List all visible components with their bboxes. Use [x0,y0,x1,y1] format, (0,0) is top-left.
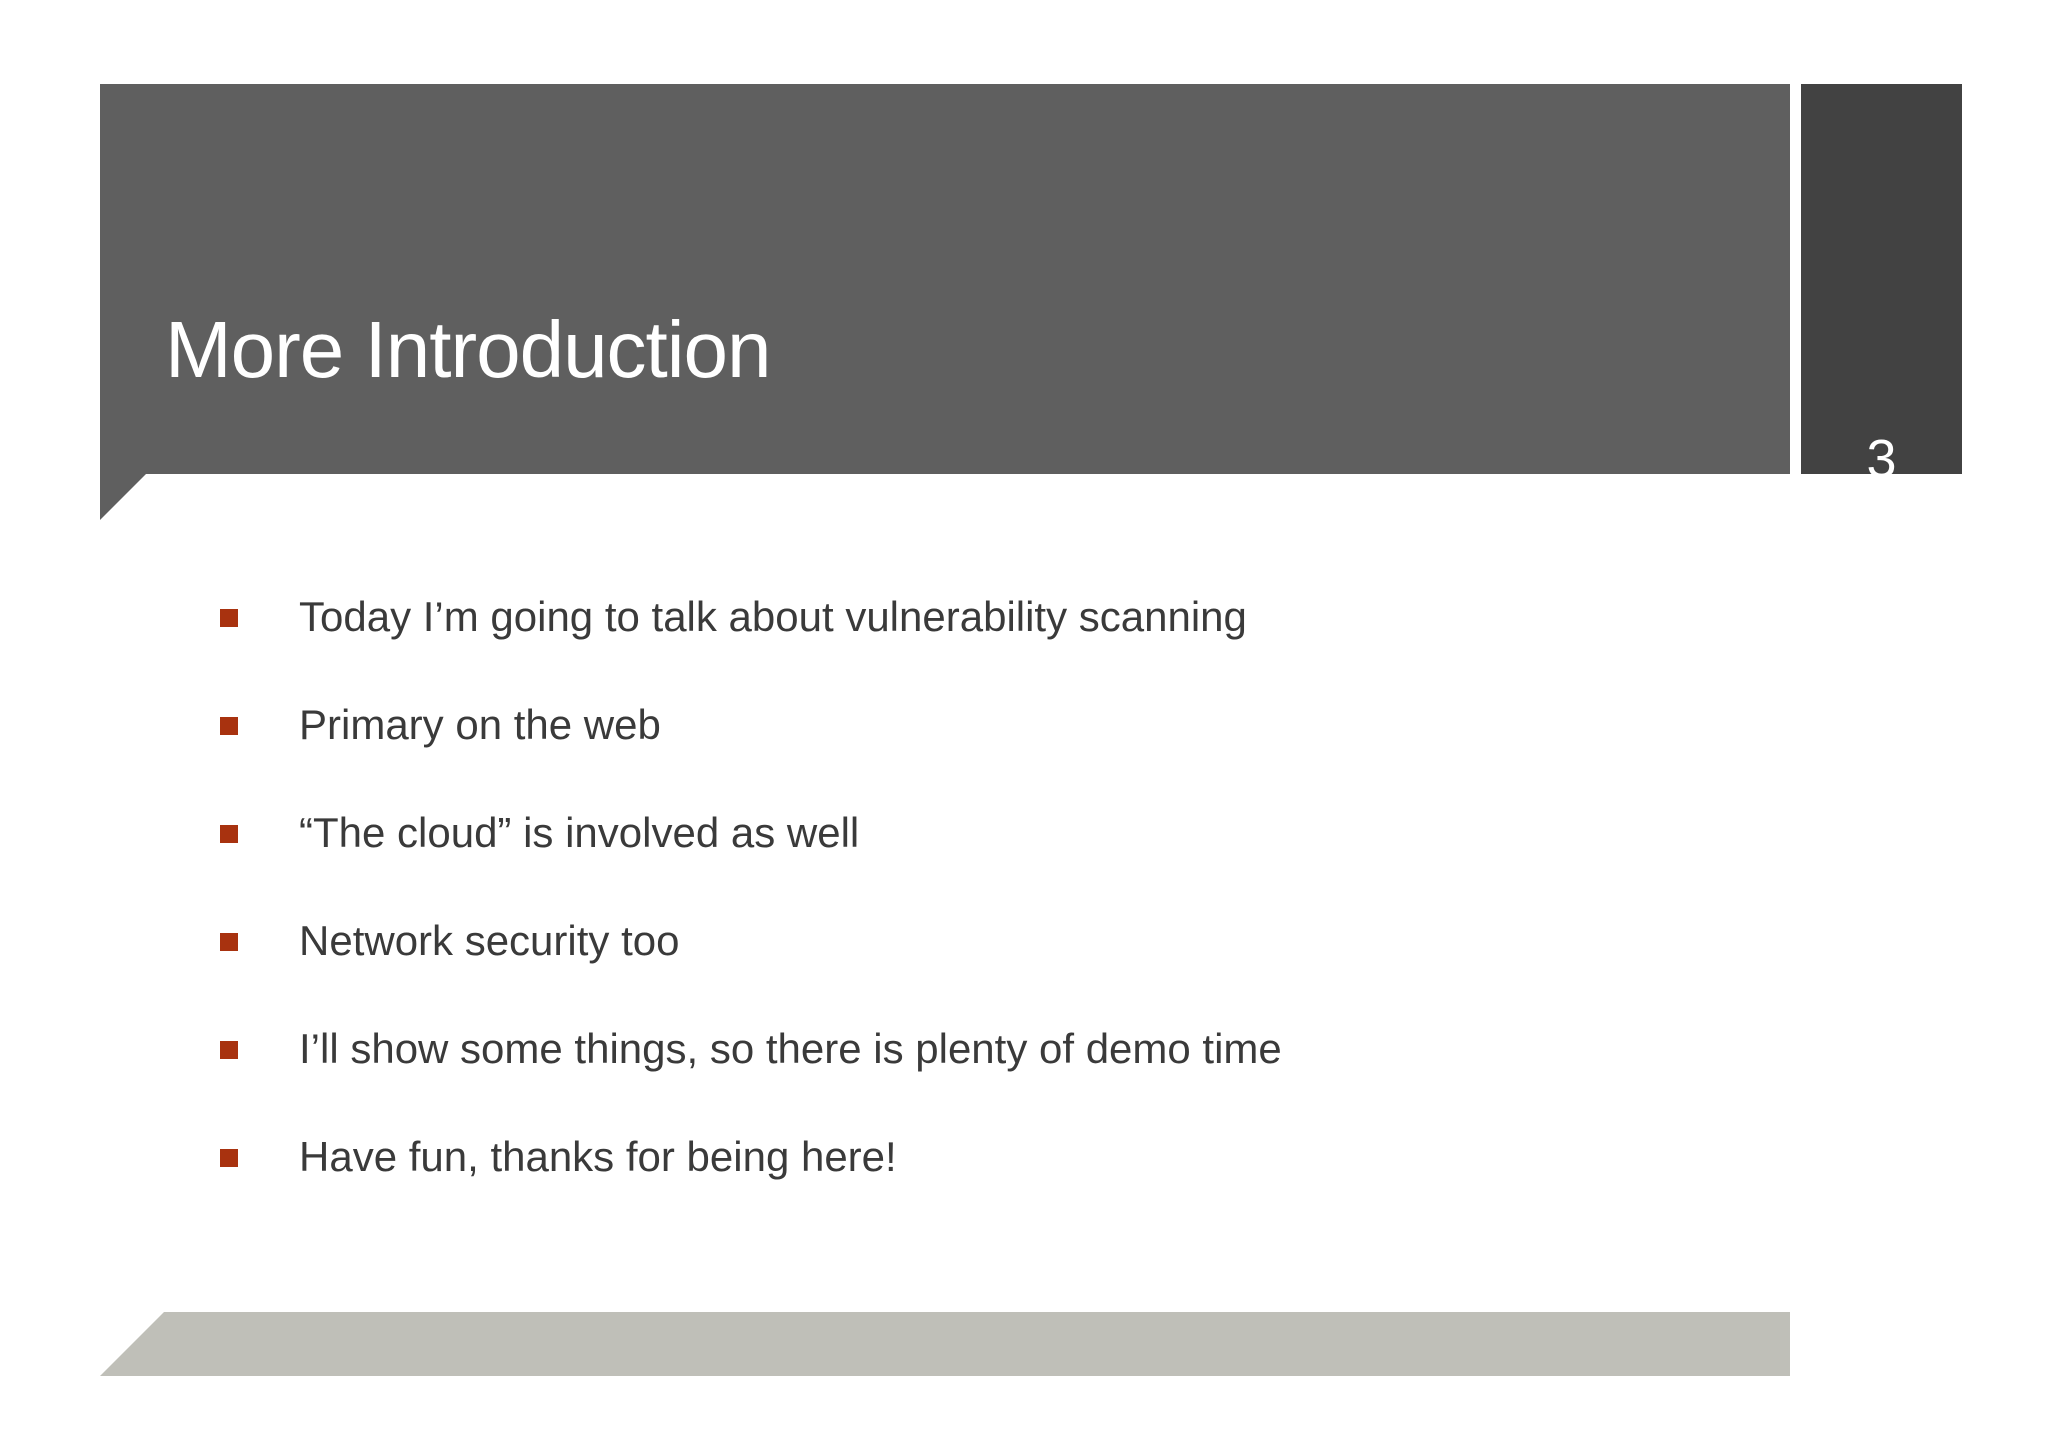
list-item [220,1133,1282,1244]
bullet-text: Network security too [299,917,680,964]
bullet-text: Today I’m going to talk about vulnerability scanning [299,593,1247,640]
square-bullet-icon [220,1041,238,1059]
page-number: 3 [1866,429,1897,489]
slide-title: More Introduction [165,305,771,394]
title-bar-notch [100,474,146,520]
square-bullet-icon [220,717,238,735]
bullet-text: Primary on the web [299,701,661,748]
bullet-list [220,593,1282,1244]
bullet-text: Have fun, thanks for being here! [299,1133,897,1180]
square-bullet-icon [220,609,238,627]
list-item [220,809,1282,920]
list-item [220,593,1282,704]
bullet-text: “The cloud” is involved as well [299,809,860,856]
footer-bar [100,1312,1790,1376]
title-bar [100,84,1790,474]
list-item [220,917,1282,1028]
list-item [220,1025,1282,1136]
page-number-box [1801,84,1962,489]
square-bullet-icon [220,825,238,843]
square-bullet-icon [220,933,238,951]
bullet-text: I’ll show some things, so there is plenty of demo time [299,1025,1282,1072]
list-item [220,701,1282,812]
square-bullet-icon [220,1149,238,1167]
